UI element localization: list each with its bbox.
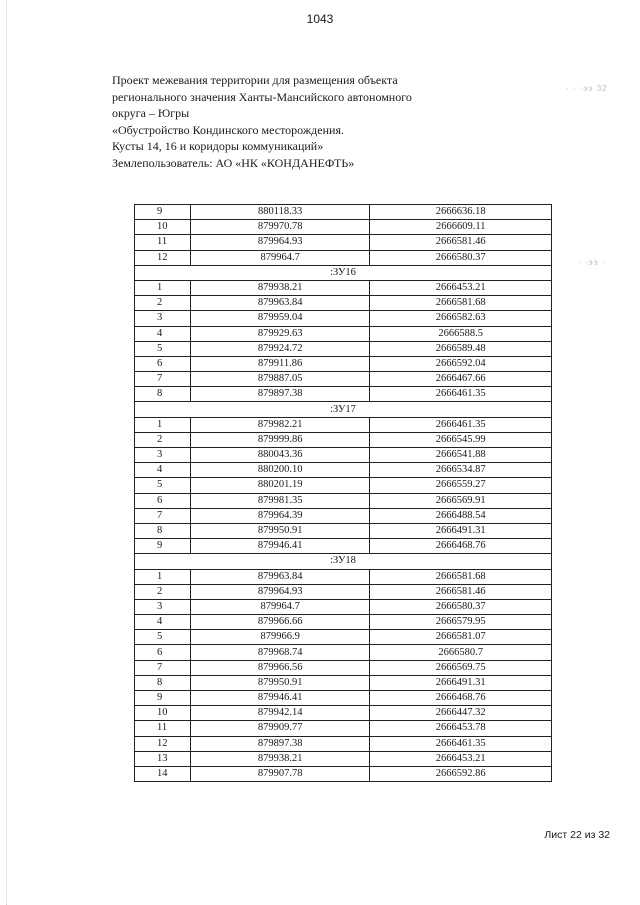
table-row (135, 280, 552, 295)
point-number-cell: 12 (135, 736, 191, 751)
table-row (135, 539, 552, 554)
table-row (135, 417, 552, 432)
scan-mark-middle: · ·ээ · (578, 258, 606, 267)
table-row (135, 766, 552, 781)
x-coordinate-cell: 879966.9 (190, 630, 370, 645)
table-row (135, 569, 552, 584)
y-coordinate-cell: 2666592.86 (370, 766, 552, 781)
table-row (135, 615, 552, 630)
point-number-cell: 9 (135, 539, 191, 554)
table-row (135, 296, 552, 311)
y-coordinate-cell: 2666461.35 (370, 736, 552, 751)
table-row (135, 508, 552, 523)
point-number-cell: 11 (135, 235, 191, 250)
section-title: :ЗУ17 (135, 402, 552, 417)
point-number-cell: 5 (135, 630, 191, 645)
table-row (135, 599, 552, 614)
point-number-cell: 8 (135, 387, 191, 402)
x-coordinate-cell: 879942.14 (190, 706, 370, 721)
y-coordinate-cell: 2666467.66 (370, 372, 552, 387)
y-coordinate-cell: 2666580.7 (370, 645, 552, 660)
point-number-cell: 7 (135, 372, 191, 387)
scan-edge-line (6, 0, 8, 905)
section-header-row (135, 554, 552, 569)
x-coordinate-cell: 879966.66 (190, 615, 370, 630)
table-row (135, 478, 552, 493)
point-number-cell: 6 (135, 356, 191, 371)
y-coordinate-cell: 2666581.68 (370, 296, 552, 311)
x-coordinate-cell: 879964.7 (190, 250, 370, 265)
table-row (135, 372, 552, 387)
coordinates-table-body (135, 205, 552, 782)
header-line-4: «Обустройство Кондинского месторождения. (112, 122, 344, 137)
point-number-cell: 2 (135, 432, 191, 447)
section-header-row (135, 265, 552, 280)
y-coordinate-cell: 2666592.04 (370, 356, 552, 371)
point-number-cell: 1 (135, 569, 191, 584)
y-coordinate-cell: 2666491.31 (370, 675, 552, 690)
y-coordinate-cell: 2666588.5 (370, 326, 552, 341)
point-number-cell: 5 (135, 341, 191, 356)
point-number-cell: 3 (135, 311, 191, 326)
table-row (135, 448, 552, 463)
x-coordinate-cell: 879963.84 (190, 296, 370, 311)
section-title: :ЗУ18 (135, 554, 552, 569)
y-coordinate-cell: 2666488.54 (370, 508, 552, 523)
x-coordinate-cell: 879981.35 (190, 493, 370, 508)
x-coordinate-cell: 879946.41 (190, 691, 370, 706)
table-row (135, 660, 552, 675)
x-coordinate-cell: 879959.04 (190, 311, 370, 326)
x-coordinate-cell: 880043.36 (190, 448, 370, 463)
x-coordinate-cell: 879950.91 (190, 523, 370, 538)
table-row (135, 432, 552, 447)
y-coordinate-cell: 2666580.37 (370, 250, 552, 265)
x-coordinate-cell: 879970.78 (190, 220, 370, 235)
x-coordinate-cell: 879982.21 (190, 417, 370, 432)
table-row (135, 751, 552, 766)
x-coordinate-cell: 879907.78 (190, 766, 370, 781)
x-coordinate-cell: 879963.84 (190, 569, 370, 584)
table-row (135, 220, 552, 235)
point-number-cell: 3 (135, 599, 191, 614)
y-coordinate-cell: 2666589.48 (370, 341, 552, 356)
y-coordinate-cell: 2666545.99 (370, 432, 552, 447)
y-coordinate-cell: 2666491.31 (370, 523, 552, 538)
table-row (135, 675, 552, 690)
header-line-1: Проект межевания территории для размещения объекта (112, 73, 398, 87)
y-coordinate-cell: 2666468.76 (370, 691, 552, 706)
y-coordinate-cell: 2666534.87 (370, 463, 552, 478)
point-number-cell: 6 (135, 493, 191, 508)
x-coordinate-cell: 879938.21 (190, 751, 370, 766)
y-coordinate-cell: 2666569.75 (370, 660, 552, 675)
header-line-2: регионального значения Ханты-Мансийского автономного (112, 89, 412, 104)
point-number-cell: 8 (135, 523, 191, 538)
sheet-number: Лист 22 из 32 (544, 829, 610, 841)
point-number-cell: 7 (135, 660, 191, 675)
page-number: 1043 (306, 12, 334, 26)
table-row (135, 706, 552, 721)
scan-mark-top: · · ·ээ 32 (566, 84, 608, 93)
table-row (135, 311, 552, 326)
point-number-cell: 9 (135, 691, 191, 706)
y-coordinate-cell: 2666461.35 (370, 387, 552, 402)
point-number-cell: 10 (135, 220, 191, 235)
x-coordinate-cell: 879946.41 (190, 539, 370, 554)
document-header (112, 72, 442, 171)
x-coordinate-cell: 879897.38 (190, 736, 370, 751)
table-row (135, 736, 552, 751)
x-coordinate-cell: 879887.05 (190, 372, 370, 387)
point-number-cell: 8 (135, 675, 191, 690)
table-row (135, 463, 552, 478)
y-coordinate-cell: 2666581.07 (370, 630, 552, 645)
y-coordinate-cell: 2666468.76 (370, 539, 552, 554)
point-number-cell: 6 (135, 645, 191, 660)
table-row (135, 387, 552, 402)
y-coordinate-cell: 2666569.91 (370, 493, 552, 508)
header-line-6: Землепользователь: АО «НК «КОНДАНЕФТЬ» (112, 155, 355, 170)
y-coordinate-cell: 2666579.95 (370, 615, 552, 630)
point-number-cell: 2 (135, 296, 191, 311)
y-coordinate-cell: 2666447.32 (370, 706, 552, 721)
y-coordinate-cell: 2666636.18 (370, 205, 552, 220)
x-coordinate-cell: 879909.77 (190, 721, 370, 736)
x-coordinate-cell: 879968.74 (190, 645, 370, 660)
x-coordinate-cell: 879950.91 (190, 675, 370, 690)
point-number-cell: 4 (135, 615, 191, 630)
coordinates-table (134, 204, 552, 782)
section-title: :ЗУ16 (135, 265, 552, 280)
x-coordinate-cell: 879938.21 (190, 280, 370, 295)
header-line-5: Кусты 14, 16 и коридоры коммуникаций» (112, 139, 324, 153)
y-coordinate-cell: 2666580.37 (370, 599, 552, 614)
x-coordinate-cell: 879897.38 (190, 387, 370, 402)
table-row (135, 356, 552, 371)
table-row (135, 630, 552, 645)
table-row (135, 721, 552, 736)
table-row (135, 235, 552, 250)
x-coordinate-cell: 880200.10 (190, 463, 370, 478)
point-number-cell: 13 (135, 751, 191, 766)
point-number-cell: 1 (135, 417, 191, 432)
x-coordinate-cell: 880118.33 (190, 205, 370, 220)
x-coordinate-cell: 879999.86 (190, 432, 370, 447)
point-number-cell: 7 (135, 508, 191, 523)
point-number-cell: 5 (135, 478, 191, 493)
point-number-cell: 10 (135, 706, 191, 721)
x-coordinate-cell: 879929.63 (190, 326, 370, 341)
point-number-cell: 2 (135, 584, 191, 599)
y-coordinate-cell: 2666559.27 (370, 478, 552, 493)
y-coordinate-cell: 2666581.46 (370, 235, 552, 250)
x-coordinate-cell: 879911.86 (190, 356, 370, 371)
x-coordinate-cell: 879964.93 (190, 235, 370, 250)
point-number-cell: 3 (135, 448, 191, 463)
point-number-cell: 1 (135, 280, 191, 295)
y-coordinate-cell: 2666581.68 (370, 569, 552, 584)
x-coordinate-cell: 879964.93 (190, 584, 370, 599)
table-row (135, 493, 552, 508)
table-row (135, 523, 552, 538)
x-coordinate-cell: 880201.19 (190, 478, 370, 493)
table-row (135, 691, 552, 706)
point-number-cell: 12 (135, 250, 191, 265)
y-coordinate-cell: 2666453.21 (370, 751, 552, 766)
table-row (135, 584, 552, 599)
y-coordinate-cell: 2666453.21 (370, 280, 552, 295)
table-row (135, 645, 552, 660)
header-line-3: округа – Югры (112, 106, 190, 120)
table-row (135, 205, 552, 220)
point-number-cell: 4 (135, 463, 191, 478)
point-number-cell: 14 (135, 766, 191, 781)
y-coordinate-cell: 2666541.88 (370, 448, 552, 463)
y-coordinate-cell: 2666453.78 (370, 721, 552, 736)
x-coordinate-cell: 879966.56 (190, 660, 370, 675)
table-row (135, 250, 552, 265)
x-coordinate-cell: 879964.7 (190, 599, 370, 614)
table-row (135, 341, 552, 356)
point-number-cell: 4 (135, 326, 191, 341)
y-coordinate-cell: 2666609.11 (370, 220, 552, 235)
point-number-cell: 11 (135, 721, 191, 736)
y-coordinate-cell: 2666581.46 (370, 584, 552, 599)
point-number-cell: 9 (135, 205, 191, 220)
section-header-row (135, 402, 552, 417)
y-coordinate-cell: 2666461.35 (370, 417, 552, 432)
x-coordinate-cell: 879924.72 (190, 341, 370, 356)
table-row (135, 326, 552, 341)
x-coordinate-cell: 879964.39 (190, 508, 370, 523)
y-coordinate-cell: 2666582.63 (370, 311, 552, 326)
